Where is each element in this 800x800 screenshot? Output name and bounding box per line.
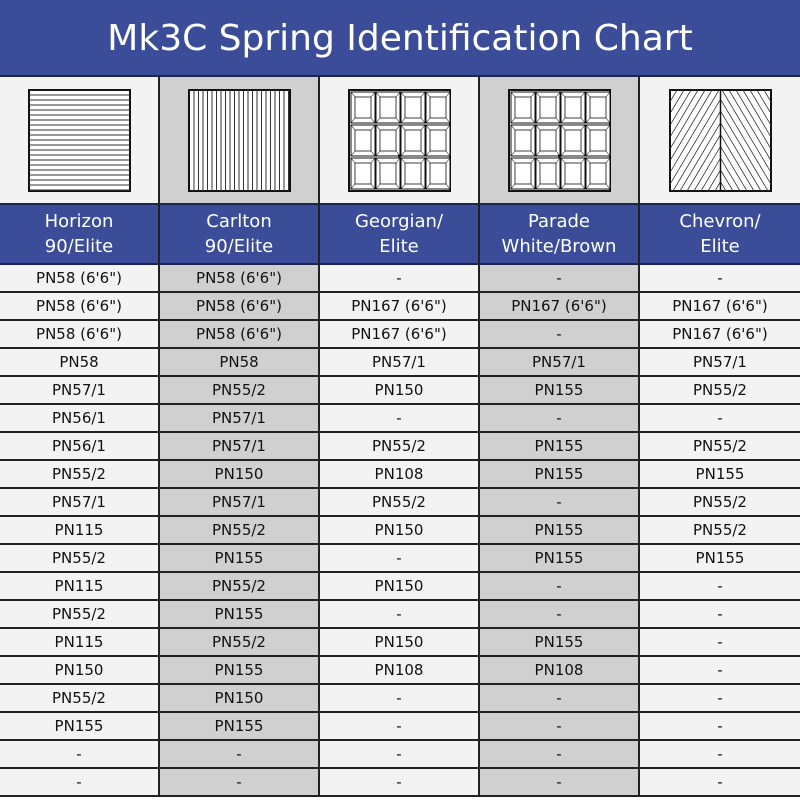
table-cell: PN155 bbox=[0, 713, 158, 741]
table-cell: PN167 (6'6") bbox=[320, 293, 478, 321]
table-cell: - bbox=[160, 741, 318, 769]
table-cell: PN55/2 bbox=[640, 517, 800, 545]
table-cell: - bbox=[320, 601, 478, 629]
table-cell: - bbox=[640, 601, 800, 629]
page-title: Mk3C Spring Identification Chart bbox=[0, 0, 800, 77]
table-cell: PN57/1 bbox=[640, 349, 800, 377]
table-cell: PN55/2 bbox=[320, 489, 478, 517]
column-3 bbox=[480, 77, 640, 797]
table-cell: PN115 bbox=[0, 517, 158, 545]
table-cell: PN55/2 bbox=[640, 377, 800, 405]
table-cell: PN155 bbox=[160, 657, 318, 685]
spring-table bbox=[0, 77, 800, 797]
column-0 bbox=[0, 77, 160, 797]
column-4 bbox=[640, 77, 800, 797]
table-cell: - bbox=[480, 685, 638, 713]
table-cell: - bbox=[320, 769, 478, 797]
table-cell: PN55/2 bbox=[160, 573, 318, 601]
table-cell: PN167 (6'6") bbox=[320, 321, 478, 349]
column-header: Horizon 90/Elite bbox=[0, 203, 158, 265]
door-image bbox=[0, 77, 158, 203]
table-cell: - bbox=[480, 489, 638, 517]
table-cell: - bbox=[480, 265, 638, 293]
table-cell: PN155 bbox=[480, 377, 638, 405]
table-cell: PN58 (6'6") bbox=[0, 265, 158, 293]
table-cell: PN150 bbox=[320, 517, 478, 545]
column-2 bbox=[320, 77, 480, 797]
table-cell: PN115 bbox=[0, 573, 158, 601]
table-cell: PN58 (6'6") bbox=[160, 293, 318, 321]
door-image bbox=[480, 77, 638, 203]
column-header: Carlton 90/Elite bbox=[160, 203, 318, 265]
table-cell: - bbox=[640, 573, 800, 601]
door-image bbox=[320, 77, 478, 203]
table-cell: - bbox=[320, 265, 478, 293]
table-cell: PN57/1 bbox=[320, 349, 478, 377]
table-cell: PN115 bbox=[0, 629, 158, 657]
table-cell: PN55/2 bbox=[0, 685, 158, 713]
table-cell: - bbox=[480, 601, 638, 629]
table-cell: - bbox=[640, 657, 800, 685]
table-cell: PN55/2 bbox=[160, 377, 318, 405]
table-cell: PN155 bbox=[480, 461, 638, 489]
chevron-door-icon bbox=[668, 88, 773, 193]
table-cell: PN150 bbox=[160, 685, 318, 713]
table-cell: PN150 bbox=[320, 629, 478, 657]
table-cell: - bbox=[480, 713, 638, 741]
table-cell: PN57/1 bbox=[160, 433, 318, 461]
table-cell: PN108 bbox=[480, 657, 638, 685]
table-cell: PN167 (6'6") bbox=[480, 293, 638, 321]
table-cell: PN58 bbox=[0, 349, 158, 377]
table-cell: PN150 bbox=[320, 377, 478, 405]
table-cell: PN57/1 bbox=[480, 349, 638, 377]
table-cell: PN57/1 bbox=[160, 405, 318, 433]
column-header: Chevron/ Elite bbox=[640, 203, 800, 265]
table-cell: PN58 (6'6") bbox=[0, 293, 158, 321]
table-cell: PN55/2 bbox=[640, 489, 800, 517]
table-cell: PN150 bbox=[320, 573, 478, 601]
table-cell: PN57/1 bbox=[0, 489, 158, 517]
table-cell: - bbox=[320, 685, 478, 713]
table-cell: PN155 bbox=[640, 461, 800, 489]
table-cell: - bbox=[640, 405, 800, 433]
table-cell: PN55/2 bbox=[0, 601, 158, 629]
table-cell: PN57/1 bbox=[160, 489, 318, 517]
table-cell: - bbox=[640, 713, 800, 741]
table-cell: - bbox=[0, 769, 158, 797]
table-cell: - bbox=[640, 685, 800, 713]
table-cell: PN58 bbox=[160, 349, 318, 377]
table-cell: PN55/2 bbox=[160, 517, 318, 545]
table-cell: - bbox=[640, 265, 800, 293]
table-cell: PN167 (6'6") bbox=[640, 293, 800, 321]
table-cell: - bbox=[480, 741, 638, 769]
table-cell: - bbox=[320, 741, 478, 769]
table-cell: - bbox=[320, 713, 478, 741]
door-image bbox=[640, 77, 800, 203]
table-cell: - bbox=[480, 321, 638, 349]
table-cell: - bbox=[320, 405, 478, 433]
table-cell: - bbox=[320, 545, 478, 573]
table-cell: PN155 bbox=[480, 629, 638, 657]
table-cell: PN155 bbox=[640, 545, 800, 573]
column-header: Parade White/Brown bbox=[480, 203, 638, 265]
table-cell: PN155 bbox=[480, 433, 638, 461]
table-cell: PN56/1 bbox=[0, 405, 158, 433]
horizontal-ribbed-door-icon bbox=[27, 88, 132, 193]
table-cell: PN155 bbox=[480, 517, 638, 545]
table-cell: PN55/2 bbox=[320, 433, 478, 461]
table-cell: PN55/2 bbox=[0, 461, 158, 489]
table-cell: - bbox=[640, 769, 800, 797]
table-cell: PN155 bbox=[160, 545, 318, 573]
table-cell: - bbox=[480, 573, 638, 601]
column-header: Georgian/ Elite bbox=[320, 203, 478, 265]
table-cell: PN155 bbox=[160, 601, 318, 629]
table-cell: PN55/2 bbox=[160, 629, 318, 657]
table-cell: - bbox=[480, 769, 638, 797]
georgian-panel-door-icon bbox=[347, 88, 452, 193]
table-cell: PN55/2 bbox=[640, 433, 800, 461]
table-cell: PN108 bbox=[320, 657, 478, 685]
table-cell: - bbox=[480, 405, 638, 433]
column-1 bbox=[160, 77, 320, 797]
table-cell: PN58 (6'6") bbox=[160, 321, 318, 349]
table-cell: - bbox=[160, 769, 318, 797]
vertical-ribbed-door-icon bbox=[187, 88, 292, 193]
table-cell: PN155 bbox=[480, 545, 638, 573]
table-cell: PN55/2 bbox=[0, 545, 158, 573]
table-cell: PN57/1 bbox=[0, 377, 158, 405]
table-cell: PN167 (6'6") bbox=[640, 321, 800, 349]
table-cell: PN150 bbox=[160, 461, 318, 489]
parade-panel-door-icon bbox=[507, 88, 612, 193]
table-cell: - bbox=[0, 741, 158, 769]
table-cell: PN58 (6'6") bbox=[0, 321, 158, 349]
table-cell: PN56/1 bbox=[0, 433, 158, 461]
table-cell: PN155 bbox=[160, 713, 318, 741]
table-cell: - bbox=[640, 629, 800, 657]
table-cell: PN108 bbox=[320, 461, 478, 489]
table-cell: - bbox=[640, 741, 800, 769]
table-cell: PN58 (6'6") bbox=[160, 265, 318, 293]
door-image bbox=[160, 77, 318, 203]
table-cell: PN150 bbox=[0, 657, 158, 685]
